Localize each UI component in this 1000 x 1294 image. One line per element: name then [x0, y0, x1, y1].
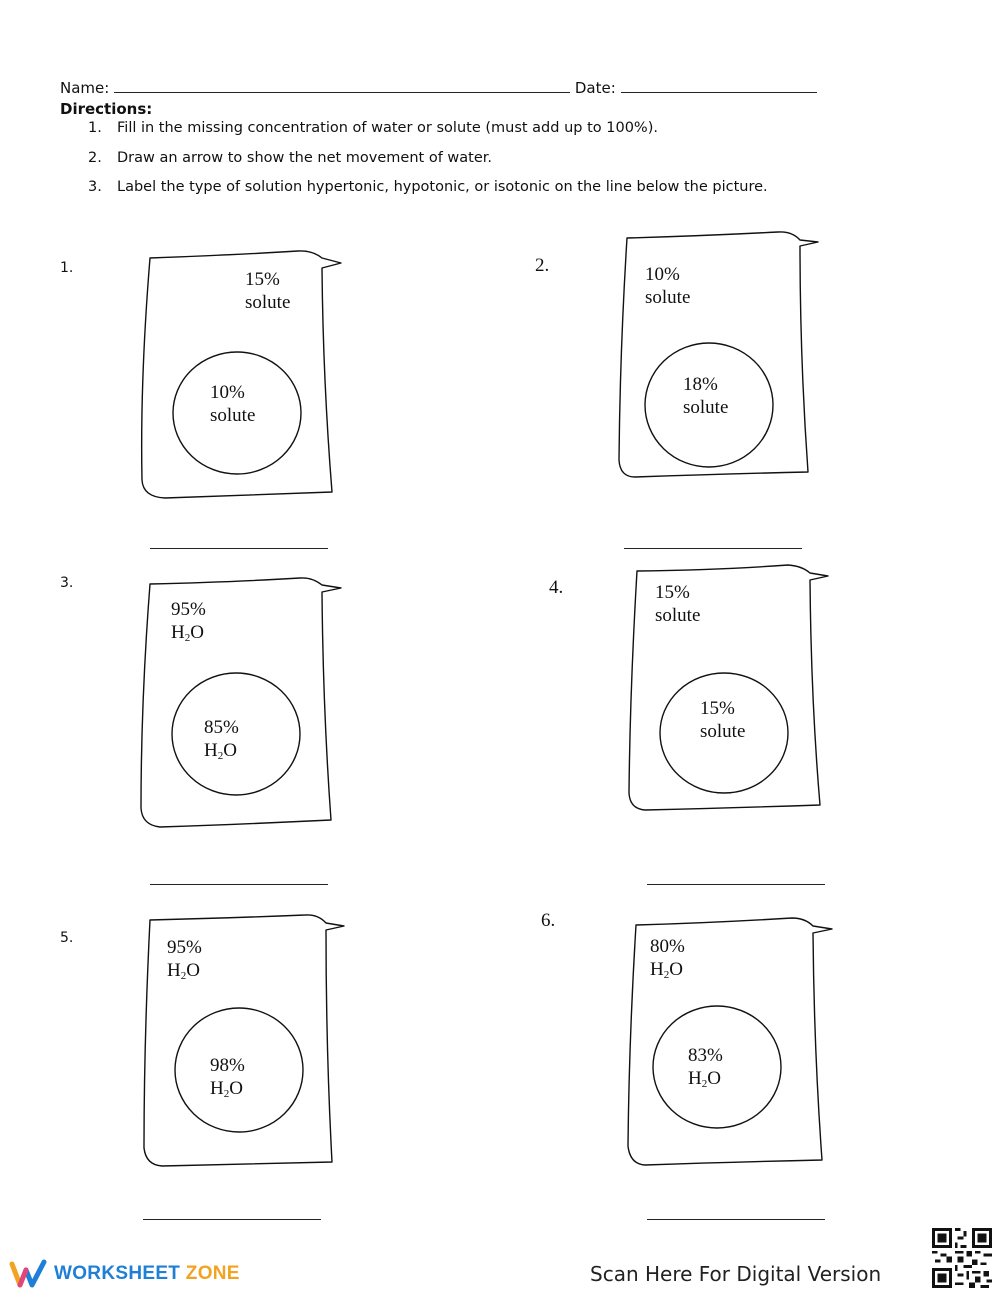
outside-unit: solute: [655, 605, 701, 626]
inside-unit: solute: [683, 397, 729, 418]
inside-percent: 10%: [210, 382, 245, 403]
inside-concentration: [210, 381, 255, 427]
beaker-outline: [142, 251, 341, 498]
answer-line[interactable]: [143, 1219, 321, 1220]
inside-percent: 98%: [210, 1055, 245, 1076]
outside-unit: $H_2O$: [650, 959, 683, 981]
outside-percent: 95%: [167, 937, 202, 958]
problem-number: 2.: [535, 255, 550, 276]
inside-unit: $H_2O$: [204, 740, 237, 762]
direction-number: 2.: [88, 150, 102, 166]
inside-percent: 85%: [204, 717, 239, 738]
name-label: Name:: [60, 79, 110, 97]
inside-concentration: [683, 373, 728, 419]
direction-text: Fill in the missing concentration of water or solute (must add up to 100%).: [117, 120, 658, 136]
scan-text: Scan Here For Digital Version: [590, 1262, 882, 1286]
outside-unit: $H_2O$: [171, 622, 204, 644]
answer-line[interactable]: [647, 884, 825, 885]
direction-number: 3.: [88, 179, 102, 195]
qr-code-icon[interactable]: [932, 1228, 992, 1288]
direction-text: Label the type of solution hypertonic, hypotonic, or isotonic on the line below the picture.: [117, 179, 768, 195]
answer-line[interactable]: [624, 548, 802, 549]
inside-concentration: [210, 1054, 245, 1100]
direction-text: Draw an arrow to show the net movement of water.: [117, 150, 493, 166]
problem-number: 3.: [60, 575, 74, 591]
outside-concentration: [645, 263, 690, 309]
inside-percent: 15%: [700, 698, 735, 719]
directions-title: Directions:: [60, 100, 153, 118]
w-logo-icon: [8, 1258, 50, 1290]
outside-percent: 15%: [655, 582, 690, 603]
inside-unit: $H_2O$: [688, 1068, 721, 1090]
inside-unit: solute: [210, 405, 256, 426]
worksheet-zone-logo: [8, 1258, 240, 1290]
outside-unit: $H_2O$: [167, 960, 200, 982]
answer-line[interactable]: [647, 1219, 825, 1220]
answer-line[interactable]: [150, 548, 328, 549]
brand-part-b: ZONE: [185, 1263, 240, 1284]
outside-concentration: [245, 268, 290, 314]
outside-percent: 95%: [171, 599, 206, 620]
outside-percent: 15%: [245, 269, 280, 290]
outside-percent: 80%: [650, 936, 685, 957]
outside-concentration: [650, 935, 685, 981]
outside-percent: 10%: [645, 264, 680, 285]
inside-unit: $H_2O$: [210, 1078, 243, 1100]
inside-concentration: [204, 716, 239, 762]
outside-unit: solute: [245, 292, 291, 313]
outside-concentration: [167, 936, 202, 982]
date-label: Date:: [574, 79, 616, 97]
inside-percent: 18%: [683, 374, 718, 395]
inside-concentration: [700, 697, 745, 743]
problem-number: 6.: [541, 910, 556, 931]
inside-concentration: [688, 1044, 723, 1090]
outside-unit: solute: [645, 287, 691, 308]
brand-name: [54, 1263, 240, 1285]
problem-number: 4.: [549, 577, 564, 598]
outside-concentration: [655, 581, 700, 627]
brand-part-a: WORKSHEET: [54, 1263, 181, 1284]
outside-concentration: [171, 598, 206, 644]
problem-number: 5.: [60, 930, 74, 946]
inside-percent: 83%: [688, 1045, 723, 1066]
inside-unit: solute: [700, 721, 746, 742]
answer-line[interactable]: [150, 884, 328, 885]
problem-number: 1.: [60, 260, 74, 276]
direction-number: 1.: [88, 120, 102, 136]
